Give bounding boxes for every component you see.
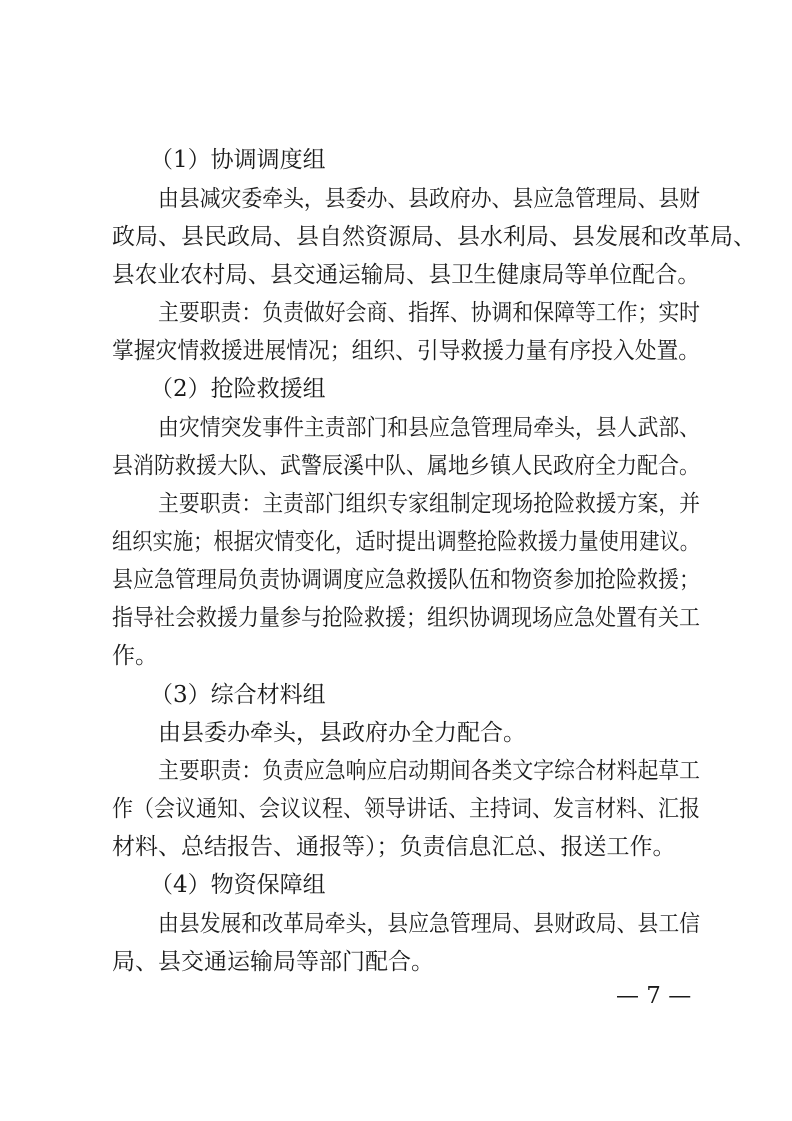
section1-duties-line-1: 主要职责：负责做好会商、指挥、协调和保障等工作；实时	[158, 300, 701, 326]
section-heading-coordination: （1）协调调度组	[150, 147, 326, 173]
section2-lead-line-2: 县消防救援大队、武警辰溪中队、属地乡镇人民政府全力配合。	[112, 453, 700, 479]
section3-lead-line-1: 由县委办牵头，县政府办全力配合。	[158, 720, 526, 746]
section2-duties-line-1: 主要职责：主责部门组织专家组制定现场抢险救援方案，并	[158, 491, 701, 517]
section1-lead-line-3: 县农业农村局、县交通运输局、县卫生健康局等单位配合。	[112, 262, 701, 288]
section4-lead-line-2: 局、县交通运输局等部门配合。	[112, 949, 434, 975]
section3-duties-line-3: 材料、总结报告、通报等）；负责信息汇总、报送工作。	[112, 834, 676, 860]
page-number: — 7 —	[616, 983, 692, 1009]
section-heading-rescue: （2）抢险救援组	[150, 376, 326, 402]
section3-duties-line-2: 作（会议通知、会议议程、领导讲话、主持词、发言材料、汇报	[112, 796, 700, 822]
section4-lead-line-1: 由县发展和改革局牵头，县应急管理局、县财政局、县工信	[158, 911, 701, 937]
section2-duties-line-3: 县应急管理局负责协调调度应急救援队伍和物资参加抢险救援；	[112, 567, 700, 593]
section1-lead-line-1: 由县减灾委牵头，县委办、县政府办、县应急管理局、县财	[158, 186, 701, 212]
section1-lead-line-2: 政局、县民政局、县自然资源局、县水利局、县发展和改革局、	[112, 224, 756, 250]
section-heading-supplies: （4）物资保障组	[150, 872, 326, 898]
section3-duties-line-1: 主要职责：负责应急响应启动期间各类文字综合材料起草工	[158, 758, 701, 784]
section-heading-materials: （3）综合材料组	[150, 682, 326, 708]
section2-duties-line-2: 组织实施；根据灾情变化，适时提出调整抢险救援力量使用建议。	[112, 529, 701, 555]
section2-duties-line-4: 指导社会救援力量参与抢险救援；组织协调现场应急处置有关工	[112, 605, 700, 631]
section2-duties-line-5: 作。	[112, 643, 158, 669]
section2-lead-line-1: 由灾情突发事件主责部门和县应急管理局牵头，县人武部、	[158, 415, 701, 441]
section1-duties-line-2: 掌握灾情救援进展情况；组织、引导救援力量有序投入处置。	[112, 338, 701, 364]
